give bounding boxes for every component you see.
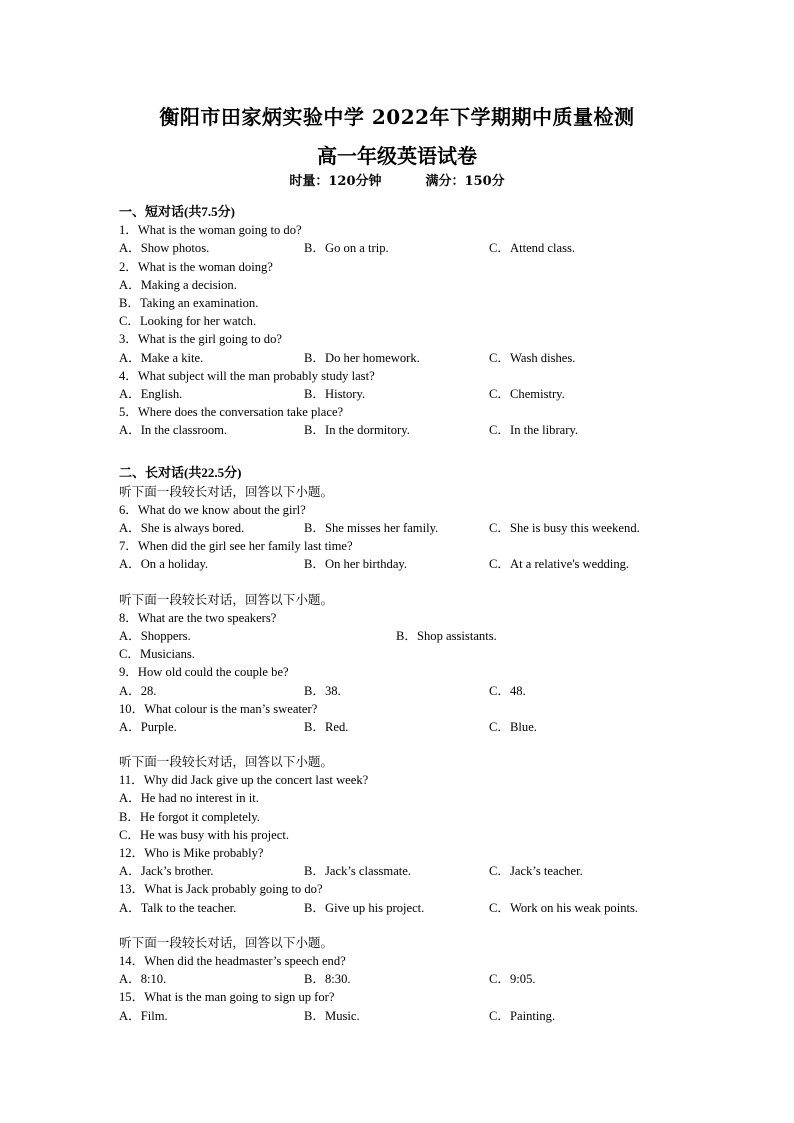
option-b: B．In the dormitory. [304,423,410,438]
option-a: A．In the classroom. [119,423,228,438]
question-stem: 14．When did the headmaster’s speech end? [119,953,346,968]
time-limit: 时量：120分钟 [289,174,382,189]
option-row [119,1007,679,1025]
option-row [119,385,679,403]
option-c: C．Chemistry. [489,386,565,401]
option-c: C．Looking for her watch. [119,314,257,329]
listening-instruction: 听下面一段较长对话，回答以下小题。 [119,592,334,607]
option-b: B．Shop assistants. [396,628,497,643]
option-b: B．History. [304,386,366,401]
option-row [119,970,679,988]
option-a: A．Talk to the teacher. [119,900,237,915]
question-stem: 9．How old could the couple be? [119,665,289,680]
option-b: B．On her birthday. [304,557,408,572]
option-c: C．Work on his weak points. [489,900,639,915]
section-heading: 二、长对话(共22.5分) [119,465,242,481]
exam-meta [0,170,794,189]
exam-subtitle: 高一年级英语试卷 [317,144,477,168]
option-c: C．He was busy with his project. [119,827,289,842]
option-a: A．Purple. [119,719,177,734]
option-b: B．Go on a trip. [304,241,389,256]
option-c: C．Musicians. [119,647,195,662]
option-b: B．Music. [304,1008,360,1023]
option-b: B．8:30. [304,972,351,987]
option-a: A．8:10. [119,972,167,987]
option-b: B．Do her homework. [304,350,420,365]
question-stem: 4．What subject will the man probably study last? [119,368,375,383]
full-score: 满分：150分 [425,174,505,189]
question-stem: 13．What is Jack probably going to do? [119,882,323,897]
option-a: A．Film. [119,1008,168,1023]
option-a: A．English. [119,386,183,401]
option-c: C．Attend class. [489,241,576,256]
option-row [119,349,679,367]
option-c: C．Wash dishes. [489,350,576,365]
option-a: A．Make a kite. [119,350,204,365]
option-b: B．She misses her family. [304,521,439,535]
exam-content [119,203,679,1025]
option-row [119,718,679,736]
listening-instruction: 听下面一段较长对话，回答以下小题。 [119,935,334,950]
option-b: B．Taking an examination. [119,295,259,310]
question-stem: 7．When did the girl see her family last time? [119,539,353,554]
question-stem: 10．What colour is the man’s sweater? [119,701,318,716]
option-c: C．She is busy this weekend. [489,521,640,535]
option-a: A．On a holiday. [119,557,209,572]
option-b: B．Red. [304,719,349,734]
option-c: C．Blue. [489,719,537,734]
option-a: A．He had no interest in it. [119,791,259,806]
question-stem: 2．What is the woman doing? [119,259,273,274]
exam-title: 衡阳市田家炳实验中学 2022年下学期期中质量检测 [159,105,635,129]
option-row [119,239,679,257]
option-a: A．28. [119,683,157,698]
option-c: C．Jack’s teacher. [489,864,583,879]
question-stem: 11．Why did Jack give up the concert last week? [119,773,369,788]
question-stem: 12．Who is Mike probably? [119,846,264,860]
option-c: C．In the library. [489,423,579,438]
question-stem: 15．What is the man going to sign up for? [119,990,335,1005]
option-c: C．Painting. [489,1008,556,1023]
option-a: A．Shoppers. [119,628,191,643]
option-b: B．Jack’s classmate. [304,864,412,879]
option-a: A．Show photos. [119,241,210,256]
listening-instruction: 听下面一段较长对话，回答以下小题。 [119,484,334,499]
option-row [119,627,679,645]
section-heading: 一、短对话(共7.5分) [119,204,235,219]
option-c: C．At a relative's wedding. [489,557,630,572]
question-stem: 6．What do we know about the girl? [119,502,306,517]
option-c: C．48. [489,683,526,698]
option-row [119,555,679,573]
option-b: B．38. [304,683,341,698]
option-c: C．9:05. [489,972,536,987]
listening-instruction: 听下面一段较长对话，回答以下小题。 [119,755,334,770]
option-row [119,682,679,700]
option-b: B．He forgot it completely. [119,809,260,824]
option-b: B．Give up his project. [304,900,425,915]
option-row [119,421,679,439]
question-stem: 3．What is the girl going to do? [119,332,282,347]
option-a: A．Making a decision. [119,277,237,292]
option-row [119,862,679,880]
question-stem: 5．Where does the conversation take place? [119,405,344,420]
option-row [119,899,679,917]
option-a: A．Jack’s brother. [119,864,214,879]
question-stem: 1．What is the woman going to do? [119,223,302,238]
option-row [119,519,679,537]
option-a: A．She is always bored. [119,521,245,535]
question-stem: 8．What are the two speakers? [119,610,277,625]
